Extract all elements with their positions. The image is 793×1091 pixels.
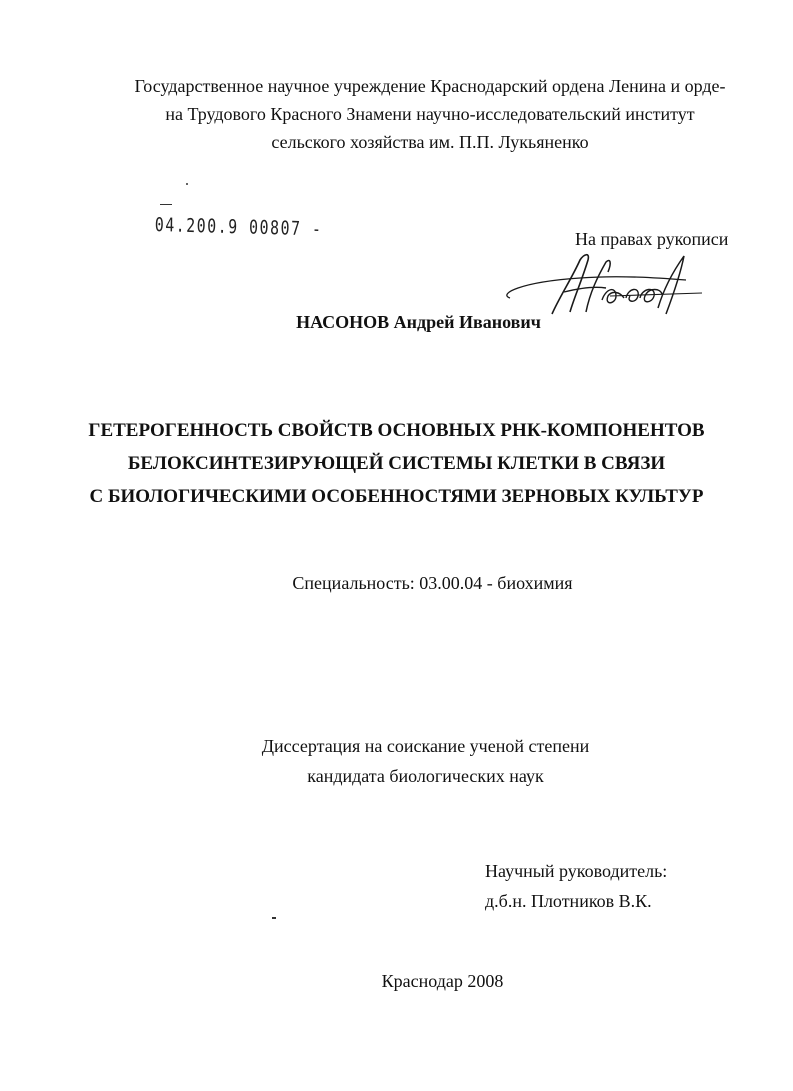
supervisor-block (485, 856, 667, 916)
archive-stamp-code: 04.200.9 00807 - (154, 214, 323, 241)
title-line-1: ГЕТЕРОГЕННОСТЬ СВОЙСТВ ОСНОВНЫХ РНК-КОМПОНЕНТОВ (88, 420, 705, 441)
degree-line-2: кандидата биологических наук (307, 766, 544, 786)
title-line-3: С БИОЛОГИЧЕСКИМИ ОСОБЕННОСТЯМИ ЗЕРНОВЫХ КУЛЬТУР (89, 486, 704, 507)
scan-speck (160, 204, 172, 205)
degree-line-1: Диссертация на соискание ученой степени (261, 736, 590, 756)
degree-statement (29, 731, 793, 791)
specialty: Специальность: 03.00.04 - биохимия (292, 573, 573, 593)
dissertation-title (0, 414, 793, 513)
institution-line-2: на Трудового Красного Знамени научно-исследовательский институт (165, 104, 695, 124)
city-year: Краснодар 2008 (381, 971, 504, 991)
supervisor-name: д.б.н. Плотников В.К. (485, 891, 652, 911)
author-signature (490, 248, 710, 320)
manuscript-note: На правах рукописи (575, 229, 729, 249)
institution-header (60, 72, 793, 156)
title-line-2: БЕЛОКСИНТЕЗИРУЮЩЕЙ СИСТЕМЫ КЛЕТКИ В СВЯЗИ (127, 453, 666, 474)
institution-line-3: сельского хозяйства им. П.П. Лукьяненко (271, 132, 589, 152)
author-name: НАСОНОВ Андрей Иванович (296, 312, 541, 332)
scan-speck (272, 917, 276, 919)
scan-speck (186, 183, 188, 185)
supervisor-label: Научный руководитель: (485, 861, 668, 881)
archive-code-text: 04.200.9 00807 (154, 214, 302, 240)
institution-line-1: Государственное научное учреждение Краснодарский ордена Ленина и орде- (134, 76, 726, 96)
